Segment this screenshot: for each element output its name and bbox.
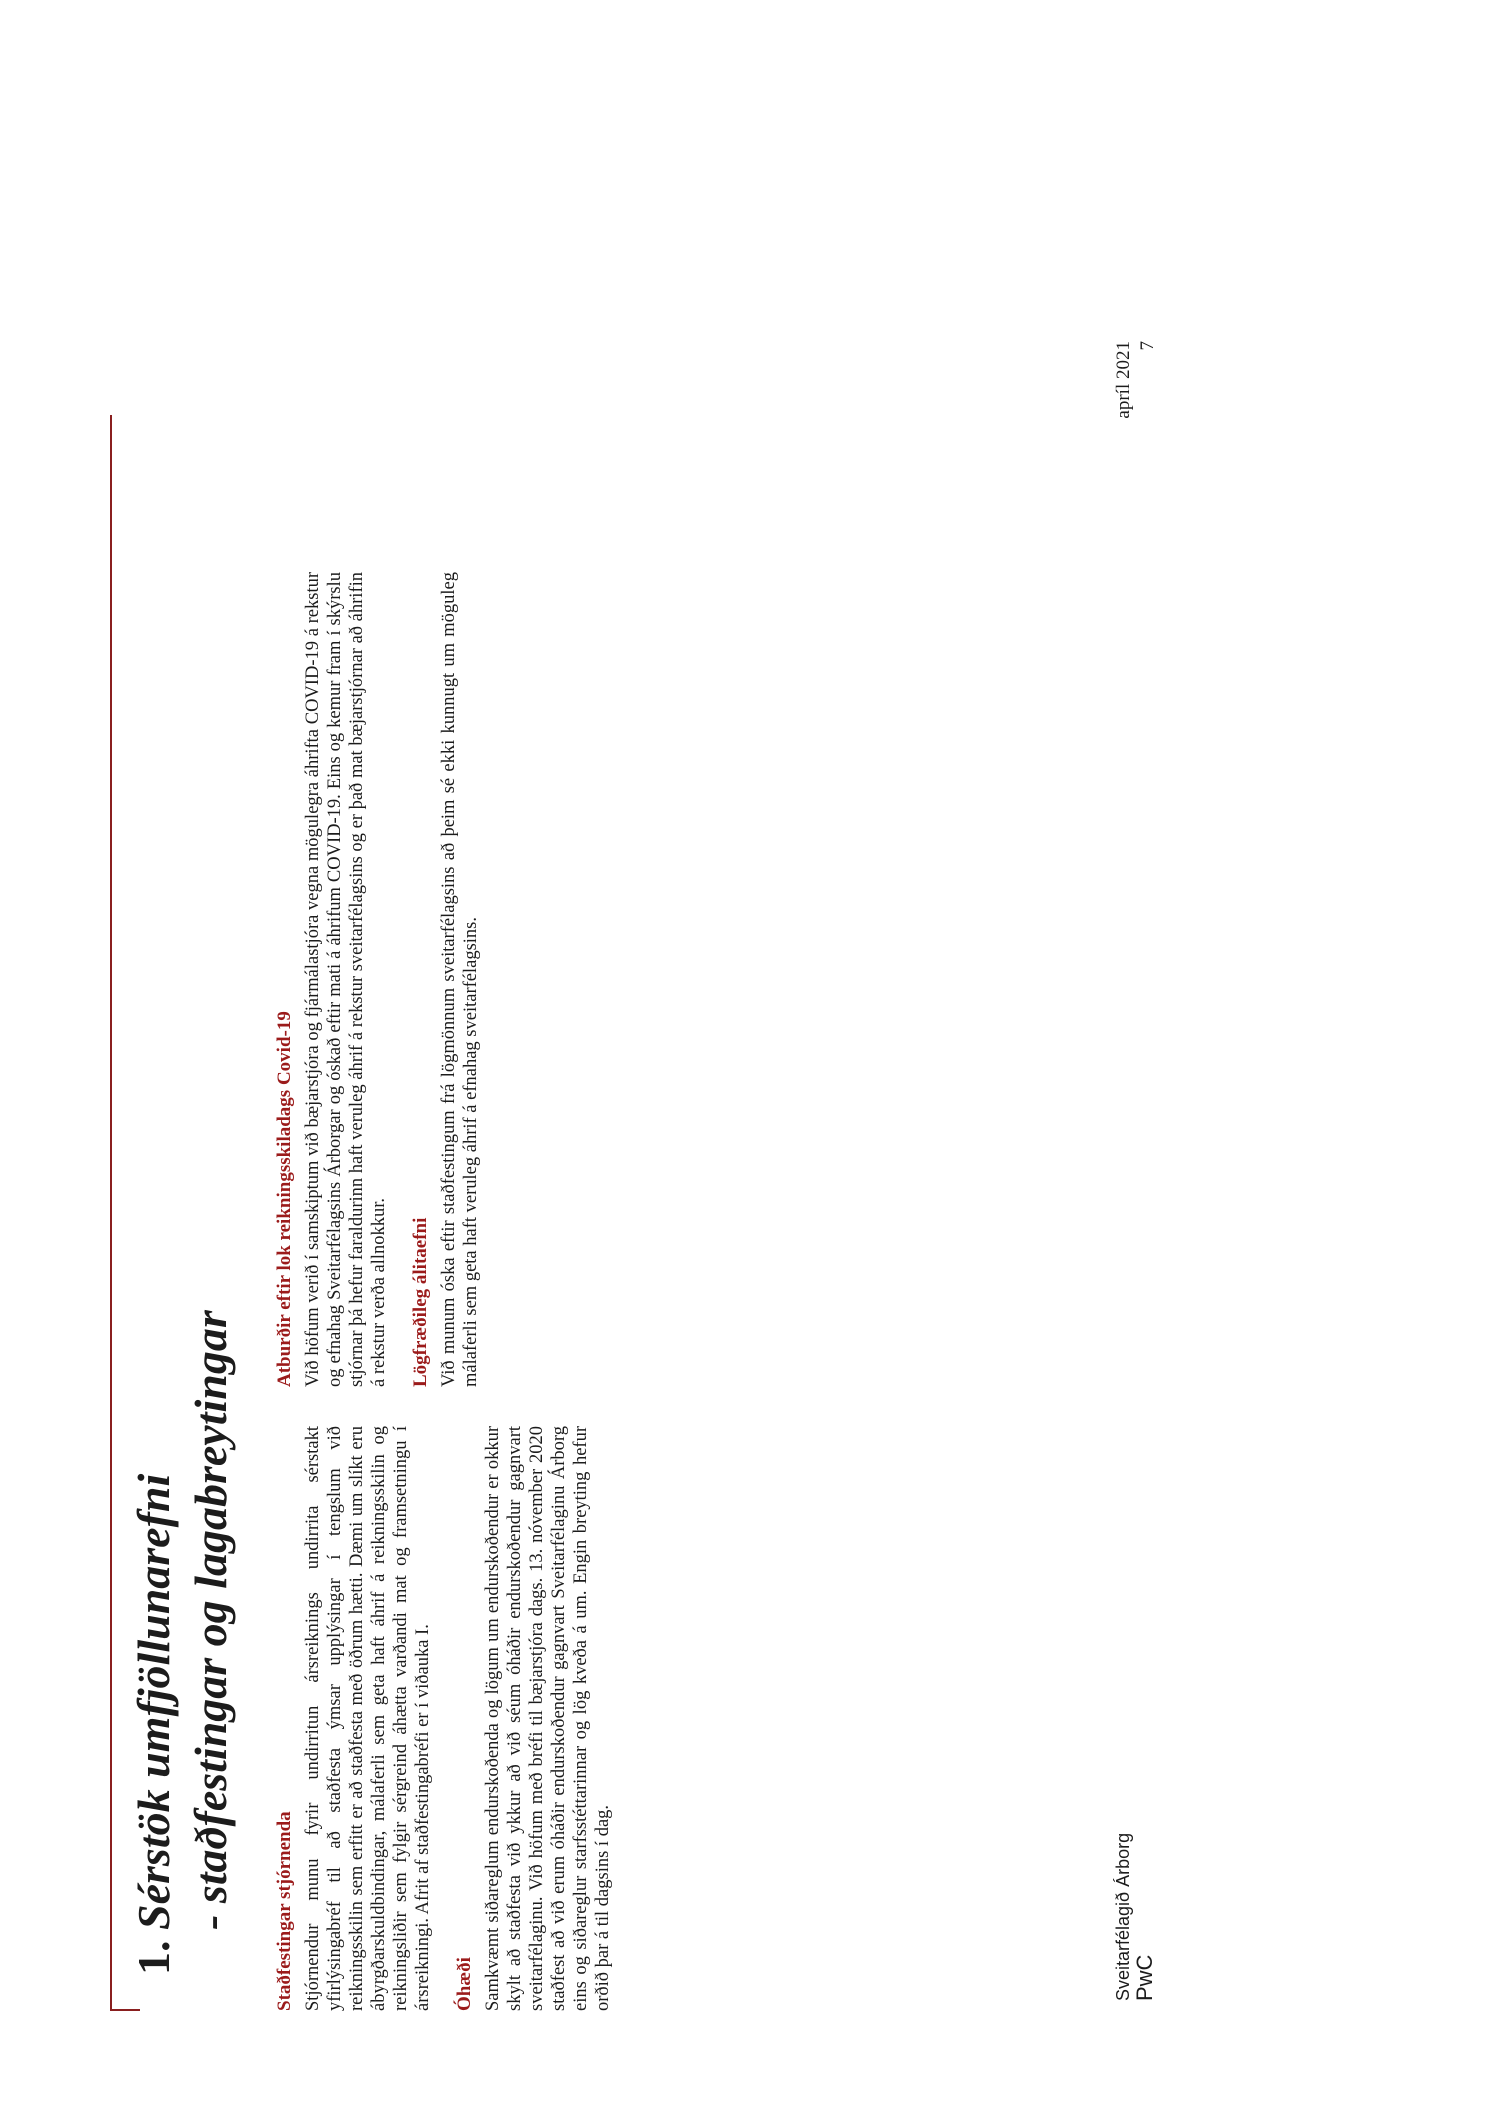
rotated-page xyxy=(100,111,1400,2011)
section-rule xyxy=(110,415,112,2011)
page-number: 7 xyxy=(1137,341,1158,351)
section-number: 1. xyxy=(128,1940,179,1975)
heading-subsequent-events: Atburðir eftir lok reikningsskiladags Covid-19 xyxy=(274,1011,295,1387)
footer-left xyxy=(1112,1833,1156,2001)
section-title-line1: Sérstök umfjöllunarefni xyxy=(128,1473,179,1930)
paragraph-subsequent-events: Við höfum verið í samskiptum við bæjarstjóra og fjármálastjóra vegna mögulegra áhrifta COVID-19 á rekstur og efnahag Sveitarfélagsins Árborgar og óskað eftir mati á áhrifum COVID-19. Eins og kemur fram í skýrslu stjórnar þá hefur faraldurinn haft veruleg áhrif á rekstur sveitarfélagsins og er það mat bæjarstjórnar að áhrifin á rekstur verða allnokkur. xyxy=(303,572,389,1387)
left-column xyxy=(274,1426,624,2011)
paragraph-legal-matters: Við munum óska eftir staðfestingum frá lögmönnum sveitarfélagsins að þeim sé ekki kunnugt um möguleg málaferli sem geta haft veruleg áhrif á efnahag sveitarfélagsins. xyxy=(439,572,481,1387)
paragraph-independence: Samkvæmt siðareglum endurskoðenda og lögum um endurskoðendur er okkur skylt að staðfesta við ykkur að við séum óháðir endurskoðendur gagnvart sveitarfélaginu. Við höfum með bréfi til bæjarstjóra dags. 13. nóvember 2020 staðfest að við erum óháðir endurskoðendur gagnvart Sveitarfélaginu Árborg eins og siðareglur starfsstéttarinnar og lög kveða á um. Engin breyting hefur orðið þar á til dagsins í dag. xyxy=(483,1426,613,2011)
footer-date: apríl 2021 xyxy=(1113,341,1134,419)
heading-independence: Óhæði xyxy=(454,1957,475,2011)
heading-management-confirmations: Staðfestingar stjórnenda xyxy=(274,1811,295,2011)
footer-client: Sveitarfélagið Árborg xyxy=(1113,1832,1133,2001)
paragraph-management-confirmations: Stjórnendur munu fyrir undirritun ársreiknings undirrita sérstakt yfirlýsingabréf til að staðfesta ýmsar upplýsingar í tengslum við reikningsskilin sem erfitt er að staðfesta með öðrum hætti. Dæmi um slíkt eru ábyrgðarskuldbindingar, málaferli sem geta haft áhrif á reikningsskilin og reikningsliðir sem fylgir sérgreind áhætta varðandi mat og framsetningu í ársreikningi. Afrit af staðfestingabréfi er í viðauka I. xyxy=(303,1426,433,2011)
section-title-line2: - staðfestingar og lagabreytingar xyxy=(185,1310,236,1930)
footer-right xyxy=(1112,341,1160,461)
footer-firm: PwC xyxy=(1132,1954,1157,2001)
heading-legal-matters: Lögfræðileg álitaefni xyxy=(410,1217,431,1387)
right-column xyxy=(274,572,492,1387)
section-title xyxy=(125,1310,239,1975)
section-rule-tick xyxy=(110,2009,140,2011)
